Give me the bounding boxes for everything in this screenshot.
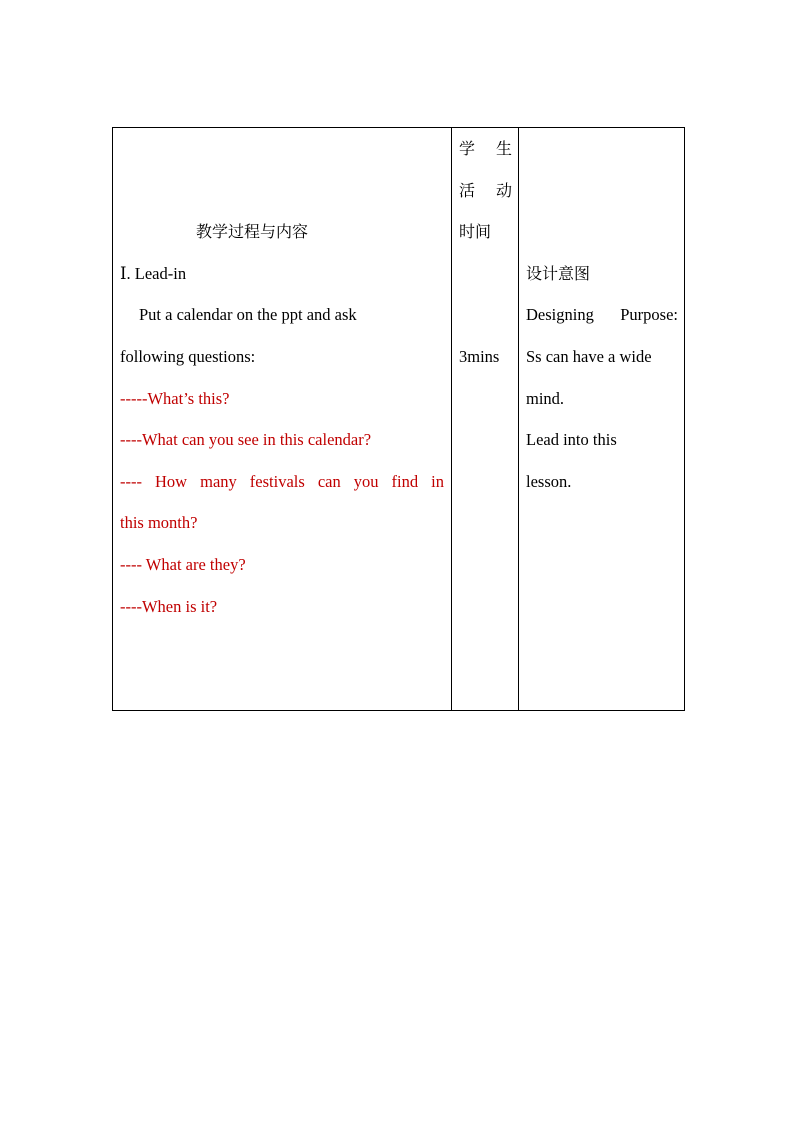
section-heading: Ⅰ. Lead-in bbox=[120, 263, 187, 283]
question-3-word: in bbox=[431, 471, 444, 491]
question-3-word: can bbox=[317, 471, 341, 491]
purpose-line-4: Lead into this bbox=[526, 430, 617, 450]
process-content-cell bbox=[113, 128, 452, 711]
question-3-word: ---- bbox=[120, 471, 142, 491]
purpose-line-5: lesson. bbox=[526, 471, 572, 491]
time-header-row-1 bbox=[459, 128, 512, 170]
instruction-line-1: Put a calendar on the ppt and ask bbox=[139, 305, 357, 325]
purpose-word: Purpose: bbox=[620, 305, 678, 325]
purpose-line-2: Ss can have a wide bbox=[526, 346, 652, 366]
instruction-line-2: following questions: bbox=[120, 346, 256, 366]
purpose-cell bbox=[519, 128, 685, 711]
time-header-char: 学 bbox=[459, 139, 476, 158]
question-3-word: How bbox=[155, 471, 188, 491]
time-header-char: 活 bbox=[459, 180, 476, 200]
question-3-word: you bbox=[353, 471, 379, 491]
time-value: 3mins bbox=[459, 346, 500, 366]
question-3-word: many bbox=[200, 471, 237, 491]
purpose-line-1 bbox=[526, 294, 678, 336]
time-header-row-2 bbox=[459, 170, 512, 212]
question-2: ----What can you see in this calendar? bbox=[120, 430, 372, 450]
question-4: ---- What are they? bbox=[120, 554, 246, 574]
purpose-line-3: mind. bbox=[526, 388, 565, 408]
question-3-continued: this month? bbox=[120, 513, 198, 533]
time-header-row-3: 时间 bbox=[459, 222, 492, 242]
question-1: -----What’s this? bbox=[120, 388, 230, 408]
question-3 bbox=[120, 461, 444, 503]
question-3-word: find bbox=[391, 471, 419, 491]
question-5: ----When is it? bbox=[120, 596, 218, 616]
time-header-char: 生 bbox=[495, 139, 512, 158]
time-header-char: 动 bbox=[495, 180, 512, 200]
time-cell bbox=[452, 128, 519, 711]
question-3-word: festivals bbox=[249, 471, 305, 491]
table-row bbox=[113, 128, 685, 711]
lesson-plan-table bbox=[112, 127, 685, 711]
process-title: 教学过程与内容 bbox=[196, 222, 309, 242]
purpose-word: Designing bbox=[526, 305, 594, 325]
purpose-title: 设计意图 bbox=[526, 263, 591, 283]
